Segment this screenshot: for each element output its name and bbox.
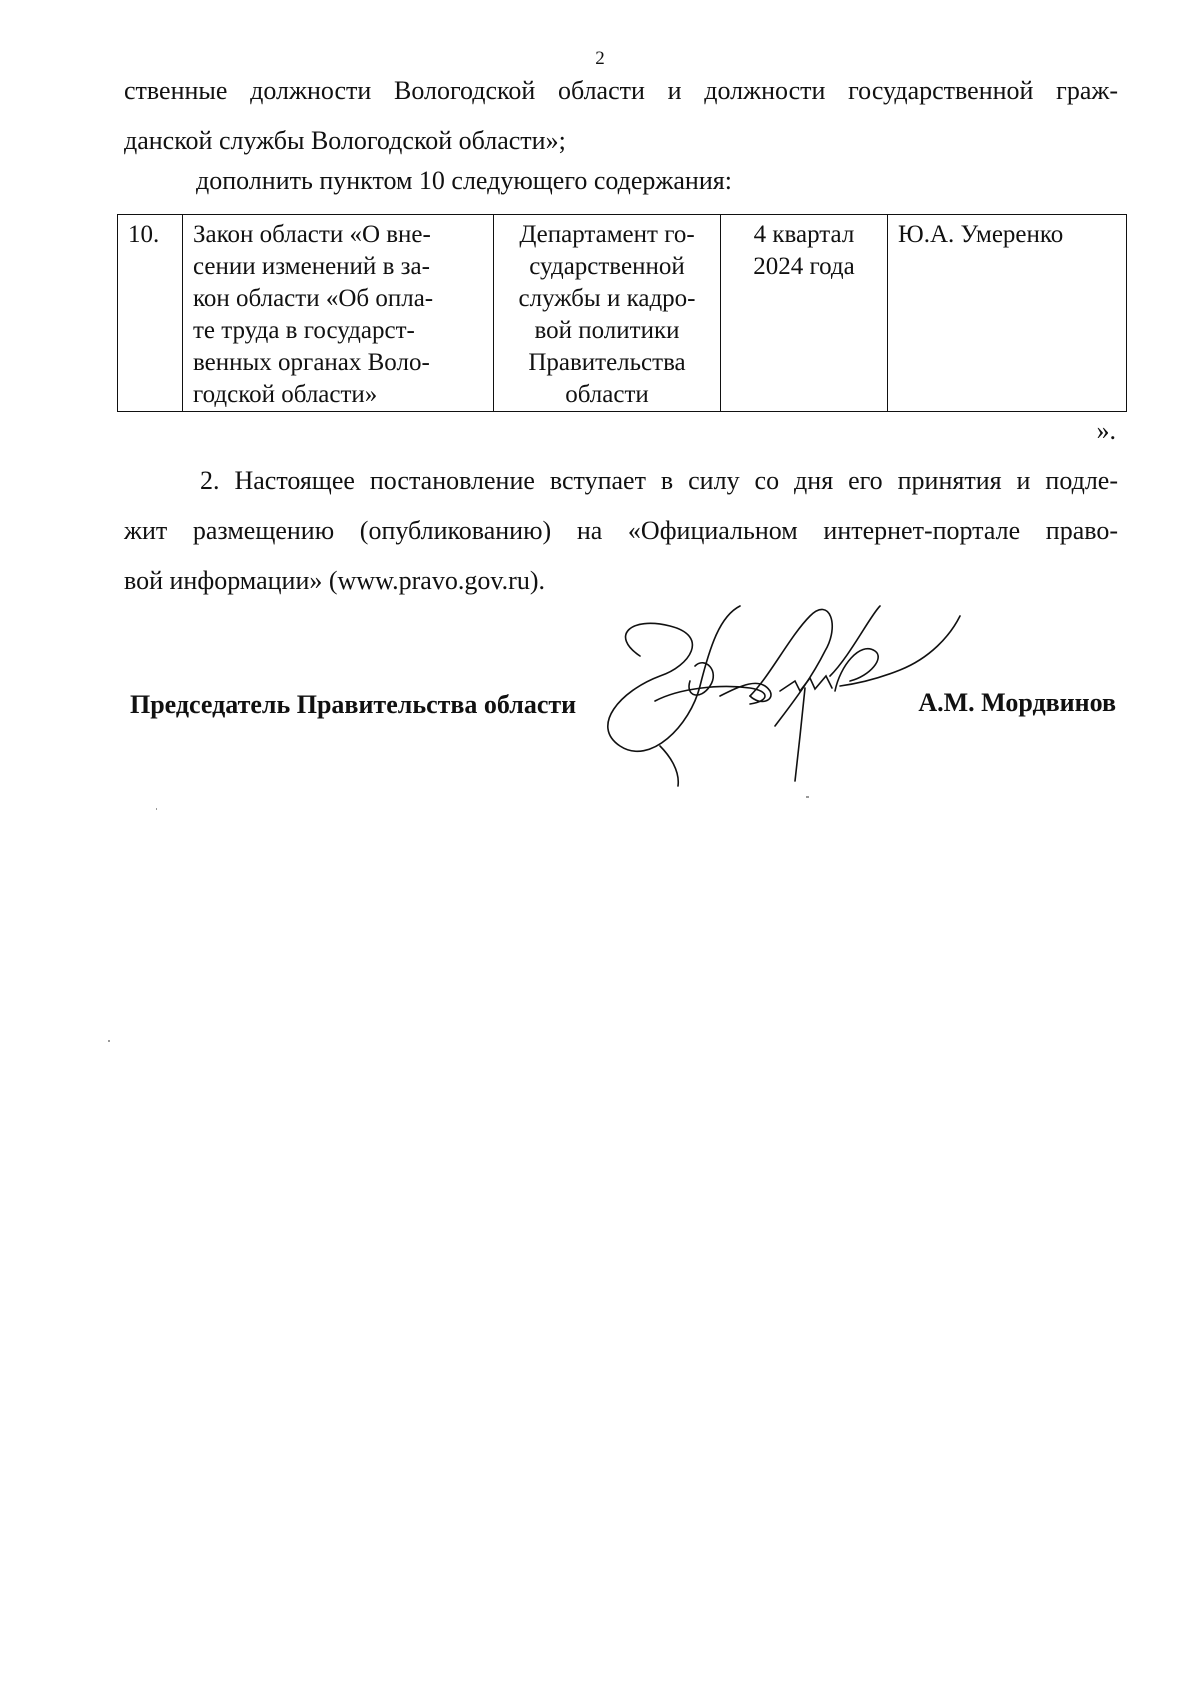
scan-speck: [806, 796, 809, 798]
text-line: ственные должности Вологодской области и должности государственной граж-: [124, 76, 1118, 105]
amendment-intro: дополнить пунктом 10 следующего содержания:: [196, 166, 732, 195]
title-line: кон области «Об опла-: [193, 285, 434, 312]
paragraph-continuation: [124, 66, 1118, 166]
scan-speck: [108, 1040, 110, 1042]
department-line: Правительства: [528, 349, 686, 376]
item-number-cell: [118, 215, 183, 412]
title-line: Закон области «О вне-: [193, 221, 431, 248]
responsible-cell: [888, 215, 1127, 412]
title-line: годской области»: [193, 381, 378, 408]
scan-speck: [156, 808, 157, 810]
text-line: вой информации» (www.pravo.gov.ru).: [124, 566, 545, 595]
department-line: области: [565, 381, 649, 408]
responsible-person: Ю.А. Умеренко: [898, 221, 1064, 248]
deadline-line: 4 квартал: [753, 221, 855, 248]
title-line: сении изменений в за-: [193, 253, 430, 280]
page-number: 2: [595, 48, 605, 69]
document-title-cell: [183, 215, 494, 412]
text-line: жит размещению (опубликованию) на «Официальном интернет-портале право-: [124, 516, 1118, 545]
closing-quote: ».: [1096, 416, 1116, 445]
department-cell: [494, 215, 721, 412]
title-line: венных органах Воло-: [193, 349, 430, 376]
signatory-name: А.М. Мордвинов: [918, 688, 1116, 717]
department-line: службы и кадро-: [518, 285, 696, 312]
table-row: [118, 215, 1127, 412]
schedule-table: [117, 214, 1127, 412]
text-line: данской службы Вологодской области»;: [124, 126, 566, 155]
title-line: те труда в государст-: [193, 317, 415, 344]
paragraph-effective-date: [124, 456, 1118, 606]
signatory-title: Председатель Правительства области: [130, 690, 577, 719]
department-line: Департамент го-: [519, 221, 695, 248]
deadline-cell: [721, 215, 888, 412]
deadline-line: 2024 года: [753, 253, 855, 280]
department-line: сударственной: [529, 253, 685, 280]
department-line: вой политики: [534, 317, 680, 344]
item-number: 10.: [128, 221, 160, 248]
text-line: 2. Настоящее постановление вступает в силу со дня его принятия и подле-: [200, 466, 1118, 495]
